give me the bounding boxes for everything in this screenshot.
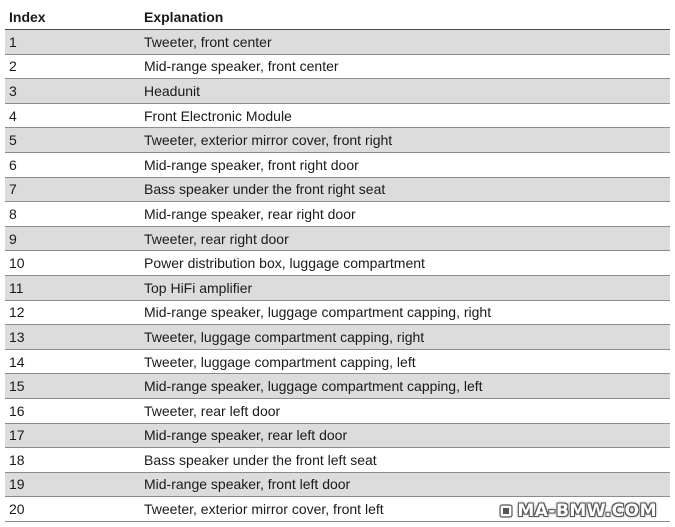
cell-explanation: Bass speaker under the front right seat	[144, 181, 386, 198]
cell-index: 8	[9, 205, 17, 222]
table-header	[5, 4, 670, 30]
cell-index: 5	[9, 132, 17, 149]
table-row	[5, 325, 670, 350]
cell-index: 13	[9, 328, 25, 345]
speaker-index-table	[5, 4, 670, 522]
table-row	[5, 448, 670, 473]
cell-explanation: Bass speaker under the front left seat	[144, 451, 377, 468]
cell-index: 17	[9, 427, 25, 444]
table-row	[5, 104, 670, 129]
table-row	[5, 473, 670, 498]
table-row	[5, 301, 670, 326]
cell-index: 18	[9, 451, 25, 468]
cell-index: 14	[9, 353, 25, 370]
cell-index: 9	[9, 230, 17, 247]
watermark	[499, 501, 657, 521]
cell-index: 6	[9, 156, 17, 173]
cell-explanation: Tweeter, luggage compartment capping, left	[144, 353, 416, 370]
table-row	[5, 55, 670, 80]
cell-index: 19	[9, 476, 25, 493]
cell-index: 12	[9, 304, 25, 321]
watermark-text: MA-BMW.COM	[517, 501, 657, 521]
cell-index: 11	[9, 279, 24, 296]
table-row	[5, 399, 670, 424]
table-row	[5, 202, 670, 227]
table-row	[5, 350, 670, 375]
cell-index: 20	[9, 501, 25, 518]
cell-index: 4	[9, 107, 17, 124]
table-row	[5, 79, 670, 104]
header-index: Index	[9, 8, 46, 25]
watermark-logo-icon	[499, 504, 513, 518]
cell-explanation: Power distribution box, luggage compartment	[144, 255, 425, 272]
cell-explanation: Front Electronic Module	[144, 107, 292, 124]
table-row	[5, 227, 670, 252]
cell-explanation: Tweeter, exterior mirror cover, front right	[144, 132, 393, 149]
cell-index: 1	[9, 33, 17, 50]
cell-explanation: Headunit	[144, 82, 201, 99]
cell-index: 3	[9, 82, 17, 99]
cell-explanation: Mid-range speaker, rear left door	[144, 427, 348, 444]
table-body	[5, 30, 670, 522]
table-row	[5, 276, 670, 301]
cell-index: 10	[9, 255, 25, 272]
table-row	[5, 178, 670, 203]
table-row	[5, 251, 670, 276]
table-row	[5, 374, 670, 399]
cell-explanation: Mid-range speaker, front left door	[144, 476, 351, 493]
cell-explanation: Mid-range speaker, luggage compartment capping, left	[144, 378, 483, 395]
cell-explanation: Mid-range speaker, luggage compartment capping, right	[144, 304, 492, 321]
cell-index: 15	[9, 378, 25, 395]
cell-explanation: Mid-range speaker, front right door	[144, 156, 359, 173]
cell-index: 7	[9, 181, 17, 198]
cell-index: 16	[9, 402, 25, 419]
cell-explanation: Top HiFi amplifier	[144, 279, 253, 296]
cell-explanation: Tweeter, luggage compartment capping, right	[144, 328, 425, 345]
cell-explanation: Tweeter, rear right door	[144, 230, 289, 247]
cell-explanation: Tweeter, rear left door	[144, 402, 281, 419]
table-row	[5, 128, 670, 153]
cell-explanation: Tweeter, exterior mirror cover, front left	[144, 501, 384, 518]
header-explanation: Explanation	[144, 8, 224, 25]
cell-index: 2	[9, 58, 17, 75]
cell-explanation: Tweeter, front center	[144, 33, 272, 50]
cell-explanation: Mid-range speaker, rear right door	[144, 205, 356, 222]
table-row	[5, 153, 670, 178]
cell-explanation: Mid-range speaker, front center	[144, 58, 339, 75]
table-row	[5, 424, 670, 449]
table-row	[5, 30, 670, 55]
